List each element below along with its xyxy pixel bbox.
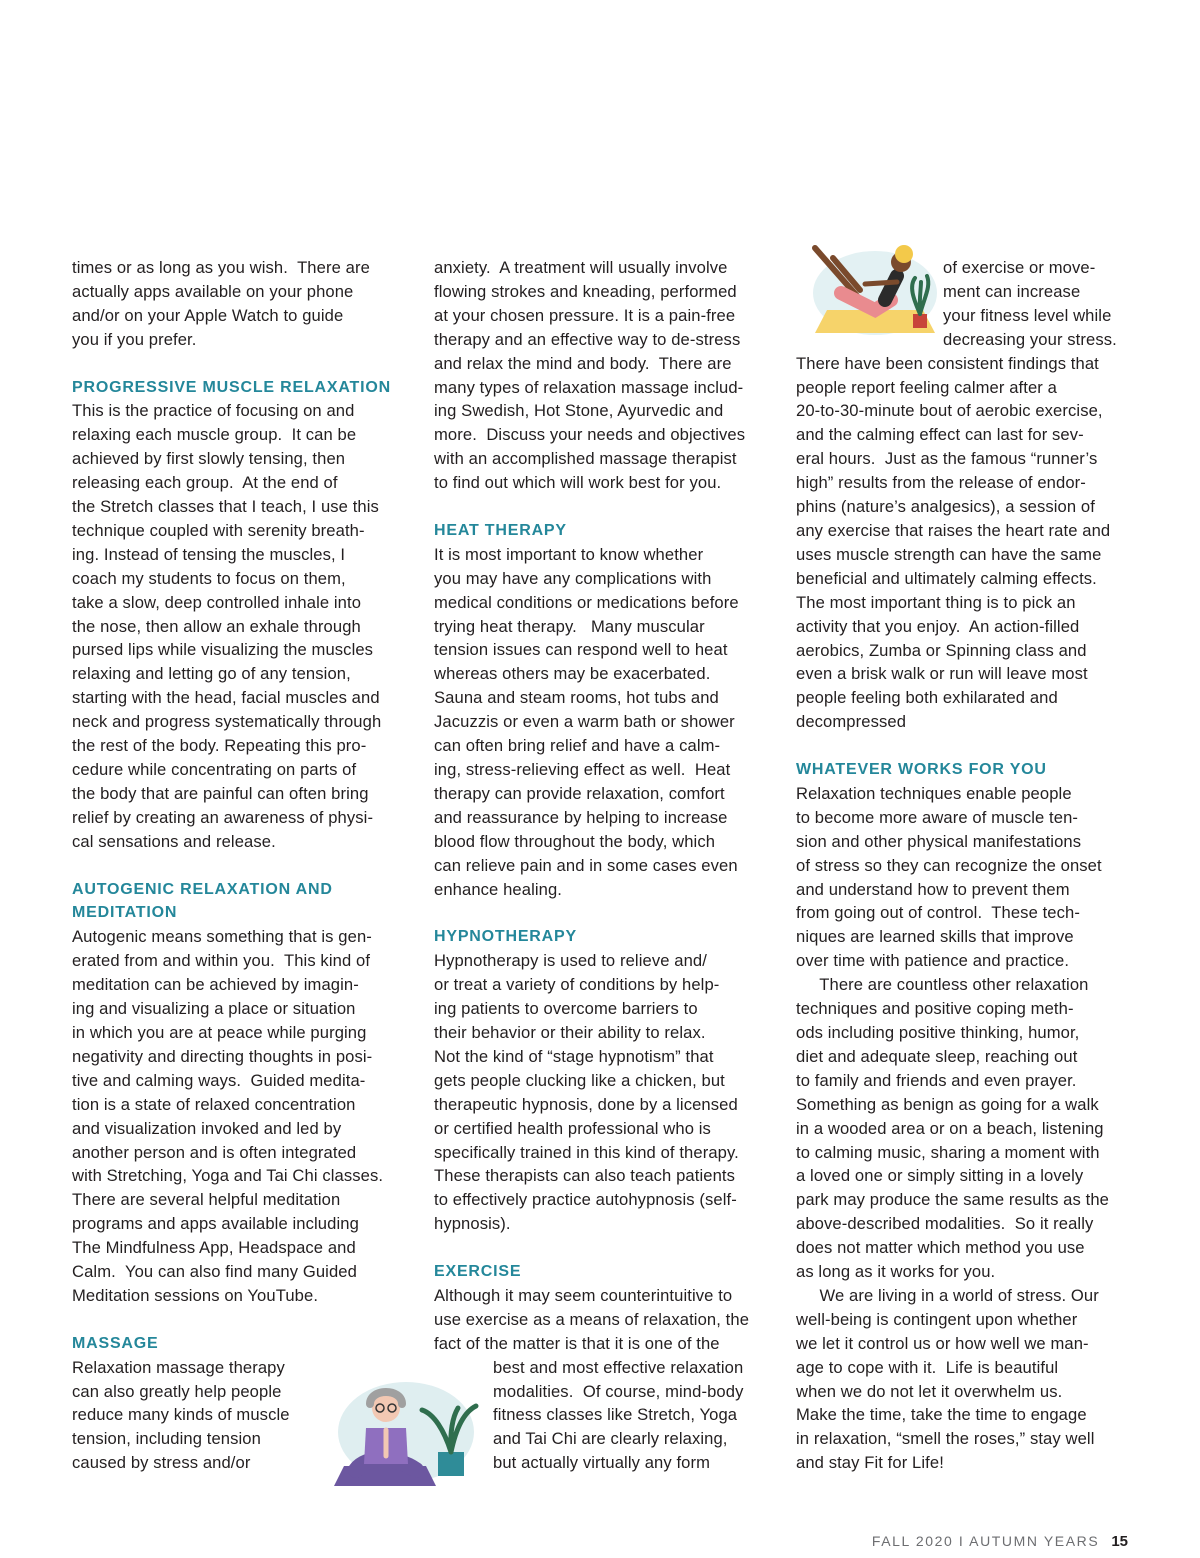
- text-line: programs and apps available including: [72, 1214, 359, 1234]
- text-line: therapy and an effective way to de-stress: [434, 329, 741, 349]
- col3-whatever-paragraph-1: [796, 782, 1136, 973]
- text-line: any exercise that raises the heart rate and: [796, 520, 1111, 540]
- text-line: at your chosen pressure. It is a pain-free: [434, 305, 736, 325]
- text-line: when we do not let it overwhelm us.: [796, 1381, 1063, 1401]
- text-line: to family and friends and even prayer.: [796, 1070, 1077, 1090]
- meditation-illustration: [326, 1370, 492, 1490]
- text-line: medical conditions or medications before: [434, 592, 739, 612]
- text-line: many types of relaxation massage includ-: [434, 377, 744, 397]
- text-line: relaxing each muscle group. It can be: [72, 425, 357, 445]
- text-line: phins (nature’s analgesics), a session of: [796, 497, 1095, 517]
- text-line: a loved one or simply sitting in a lovely: [796, 1166, 1084, 1186]
- text-line: can relieve pain and in some cases even: [434, 855, 738, 875]
- column-3: [796, 256, 1136, 1475]
- text-line: neck and progress systematically through: [72, 712, 382, 732]
- text-line: and visualization invoked and led by: [72, 1118, 342, 1138]
- col3-whatever-paragraph-3: [796, 1284, 1136, 1475]
- col1-autogenic-paragraph: [72, 925, 412, 1308]
- column-1: [72, 256, 412, 1475]
- text-line: in relaxation, “smell the roses,” stay well: [796, 1429, 1095, 1449]
- text-line: we let it control us or how well we man-: [796, 1333, 1089, 1353]
- page-footer: [872, 1533, 1128, 1550]
- text-line: with an accomplished massage therapist: [434, 449, 737, 469]
- text-line: another person and is often integrated: [72, 1142, 357, 1162]
- section-heading-whatever-works: WHATEVER WORKS FOR YOU: [796, 761, 1047, 779]
- text-line: people report feeling calmer after a: [796, 377, 1057, 397]
- text-line: and/or on your Apple Watch to guide: [72, 305, 344, 325]
- text-line: your fitness level while: [943, 305, 1112, 325]
- text-line: tive and calming ways. Guided medita-: [72, 1070, 366, 1090]
- text-line: but actually virtually any form: [493, 1453, 711, 1473]
- text-line: There are countless other relaxation: [796, 975, 1089, 995]
- text-line: best and most effective relaxation: [493, 1357, 744, 1377]
- text-line: ing and visualizing a place or situation: [72, 999, 356, 1019]
- page-number: 15: [1111, 1533, 1128, 1550]
- text-line: coach my students to focus on them,: [72, 568, 346, 588]
- text-line: gets people clucking like a chicken, but: [434, 1070, 725, 1090]
- text-line: Calm. You can also find many Guided: [72, 1262, 357, 1282]
- col1-pmr-paragraph: [72, 399, 412, 853]
- text-line: starting with the head, facial muscles and: [72, 688, 380, 708]
- text-line: times or as long as you wish. There are: [72, 258, 370, 277]
- section-heading-exercise: EXERCISE: [434, 1263, 522, 1281]
- text-line: tension issues can respond well to heat: [434, 640, 728, 660]
- text-line: Meditation sessions on YouTube.: [72, 1285, 319, 1305]
- text-line: releasing each group. At the end of: [72, 473, 338, 493]
- text-line: does not matter which method you use: [796, 1238, 1085, 1258]
- text-line: Not the kind of “stage hypnotism” that: [434, 1046, 714, 1066]
- text-line: tion is a state of relaxed concentration: [72, 1094, 356, 1114]
- text-line: and understand how to prevent them: [796, 879, 1070, 899]
- col3-exercise-paragraph: [796, 352, 1136, 735]
- text-line: of stress so they can recognize the onset: [796, 855, 1102, 875]
- column-2: [434, 256, 774, 1475]
- text-line: aerobics, Zumba or Spinning class and: [796, 640, 1087, 660]
- text-line: and stay Fit for Life!: [796, 1453, 944, 1473]
- col2-massage-paragraph: [434, 256, 774, 495]
- text-line: and Tai Chi are clearly relaxing,: [493, 1429, 728, 1449]
- text-line: to calming music, sharing a moment with: [796, 1142, 1100, 1162]
- section-heading-autogenic-line1: AUTOGENIC RELAXATION AND: [72, 880, 333, 898]
- text-line: fact of the matter is that it is one of the: [434, 1333, 720, 1353]
- text-line: negativity and directing thoughts in posi-: [72, 1046, 373, 1066]
- text-line: even a brisk walk or run will leave most: [796, 664, 1088, 684]
- col3-whatever-paragraph-2: [796, 973, 1136, 1284]
- text-line: specifically trained in this kind of therapy.: [434, 1142, 739, 1162]
- text-line: of exercise or move-: [943, 258, 1096, 277]
- text-line: Something as benign as going for a walk: [796, 1094, 1099, 1114]
- text-line: reduce many kinds of muscle: [72, 1405, 290, 1425]
- text-line: fitness classes like Stretch, Yoga: [493, 1405, 738, 1425]
- text-line: above-described modalities. So it really: [796, 1214, 1094, 1234]
- text-line: their behavior or their ability to relax.: [434, 1022, 706, 1042]
- text-line: flowing strokes and kneading, performed: [434, 281, 737, 301]
- text-line: and reassurance by helping to increase: [434, 807, 728, 827]
- text-line: trying heat therapy. Many muscular: [434, 616, 705, 636]
- text-line: relaxing and letting go of any tension,: [72, 664, 351, 684]
- text-line: in which you are at peace while purging: [72, 1022, 367, 1042]
- text-line: as long as it works for you.: [796, 1262, 996, 1282]
- text-line: Relaxation techniques enable people: [796, 783, 1072, 803]
- section-heading-autogenic-line2: MEDITATION: [72, 904, 178, 922]
- text-line: Sauna and steam rooms, hot tubs and: [434, 688, 719, 708]
- text-line: ing, stress-relieving effect as well. Heat: [434, 760, 731, 780]
- text-line: meditation can be achieved by imagin-: [72, 975, 359, 995]
- text-line: diet and adequate sleep, reaching out: [796, 1046, 1078, 1066]
- text-line: or certified health professional who is: [434, 1118, 711, 1138]
- text-line: Relaxation massage therapy: [72, 1357, 285, 1377]
- text-line: decreasing your stress.: [943, 329, 1117, 349]
- text-line: We are living in a world of stress. Our: [796, 1285, 1099, 1305]
- text-line: with Stretching, Yoga and Tai Chi classes.: [72, 1166, 384, 1186]
- text-line: ment can increase: [943, 281, 1081, 301]
- text-line: ing Swedish, Hot Stone, Ayurvedic and: [434, 401, 724, 421]
- text-line: This is the practice of focusing on and: [72, 401, 355, 421]
- text-line: sion and other physical manifestations: [796, 831, 1082, 851]
- text-line: ing patients to overcome barriers to: [434, 999, 698, 1019]
- text-line: can also greatly help people: [72, 1381, 282, 1401]
- text-line: cal sensations and release.: [72, 831, 276, 851]
- text-line: Make the time, take the time to engage: [796, 1405, 1087, 1425]
- text-line: you if you prefer.: [72, 329, 197, 349]
- text-line: There have been consistent findings that: [796, 353, 1099, 373]
- text-line: ods including positive thinking, humor,: [796, 1022, 1080, 1042]
- section-heading-hypnotherapy: HYPNOTHERAPY: [434, 928, 577, 946]
- text-line: Although it may seem counterintuitive to: [434, 1285, 733, 1305]
- text-line: well-being is contingent upon whether: [796, 1309, 1078, 1329]
- text-line: blood flow throughout the body, which: [434, 831, 716, 851]
- text-line: and the calming effect can last for sev-: [796, 425, 1084, 445]
- col1-intro: [72, 256, 412, 352]
- text-line: over time with patience and practice.: [796, 951, 1070, 971]
- text-line: modalities. Of course, mind-body: [493, 1381, 744, 1401]
- text-line: therapeutic hypnosis, done by a licensed: [434, 1094, 738, 1114]
- text-line: can often bring relief and have a calm-: [434, 736, 721, 756]
- section-heading-heat-therapy: HEAT THERAPY: [434, 521, 567, 539]
- text-line: activity that you enjoy. An action-filled: [796, 616, 1080, 636]
- text-line: to find out which will work best for you.: [434, 473, 722, 493]
- text-line: pursed lips while visualizing the muscles: [72, 640, 374, 660]
- text-line: the body that are painful can often bring: [72, 783, 369, 803]
- text-line: It is most important to know whether: [434, 544, 704, 564]
- col2-heat-paragraph: [434, 543, 774, 902]
- col2-exercise-paragraph: [434, 1284, 774, 1356]
- yoga-boat-pose-illustration: [805, 238, 945, 338]
- text-line: achieved by first slowly tensing, then: [72, 449, 346, 469]
- text-line: caused by stress and/or: [72, 1453, 251, 1473]
- text-line: The Mindfulness App, Headspace and: [72, 1238, 356, 1258]
- text-line: eral hours. Just as the famous “runner’s: [796, 449, 1098, 469]
- text-line: There are several helpful meditation: [72, 1190, 341, 1210]
- text-line: age to cope with it. Life is beautiful: [796, 1357, 1059, 1377]
- text-line: uses muscle strength can have the same: [796, 544, 1102, 564]
- text-line: techniques and positive coping meth-: [796, 999, 1074, 1019]
- text-line: in a wooded area or on a beach, listening: [796, 1118, 1104, 1138]
- section-heading-massage: MASSAGE: [72, 1334, 159, 1352]
- text-line: anxiety. A treatment will usually involve: [434, 258, 728, 277]
- text-line: technique coupled with serenity breath-: [72, 520, 365, 540]
- issue-label: FALL 2020 I AUTUMN YEARS: [871, 1533, 1100, 1549]
- text-line: you may have any complications with: [434, 568, 712, 588]
- text-line: actually apps available on your phone: [72, 281, 354, 301]
- section-heading-progressive-muscle-relaxation: PROGRESSIVE MUSCLE RELAXATION: [72, 378, 391, 396]
- text-line: These therapists can also teach patients: [434, 1166, 736, 1186]
- text-line: people feeling both exhilarated and: [796, 688, 1058, 708]
- text-line: whereas others may be exacerbated.: [434, 664, 711, 684]
- text-line: enhance healing.: [434, 879, 563, 899]
- text-line: cedure while concentrating on parts of: [72, 760, 357, 780]
- text-line: and relax the mind and body. There are: [434, 353, 732, 373]
- text-line: decompressed: [796, 712, 907, 732]
- text-line: park may produce the same results as the: [796, 1190, 1109, 1210]
- text-line: or treat a variety of conditions by help-: [434, 975, 720, 995]
- text-line: therapy can provide relaxation, comfort: [434, 783, 725, 803]
- text-line: to become more aware of muscle ten-: [796, 807, 1079, 827]
- text-line: to effectively practice autohypnosis (self-: [434, 1190, 737, 1210]
- text-line: more. Discuss your needs and objectives: [434, 425, 746, 445]
- text-line: ing. Instead of tensing the muscles, I: [72, 544, 346, 564]
- text-line: niques are learned skills that improve: [796, 927, 1074, 947]
- text-line: The most important thing is to pick an: [796, 592, 1076, 612]
- text-line: 20-to-30-minute bout of aerobic exercise,: [796, 401, 1103, 421]
- text-line: hypnosis).: [434, 1214, 511, 1234]
- text-line: use exercise as a means of relaxation, the: [434, 1309, 750, 1329]
- text-line: the rest of the body. Repeating this pro-: [72, 736, 367, 756]
- text-line: beneficial and ultimately calming effects.: [796, 568, 1097, 588]
- text-line: erated from and within you. This kind of: [72, 951, 371, 971]
- text-line: Jacuzzis or even a warm bath or shower: [434, 712, 735, 732]
- col2-hypnotherapy-paragraph: [434, 949, 774, 1236]
- text-line: relief by creating an awareness of physi-: [72, 807, 374, 827]
- text-line: the nose, then allow an exhale through: [72, 616, 361, 636]
- text-line: take a slow, deep controlled inhale into: [72, 592, 362, 612]
- text-line: tension, including tension: [72, 1429, 261, 1449]
- text-line: from going out of control. These tech-: [796, 903, 1080, 923]
- text-line: high” results from the release of endor-: [796, 473, 1086, 493]
- text-line: Autogenic means something that is gen-: [72, 927, 372, 947]
- text-line: the Stretch classes that I teach, I use this: [72, 497, 379, 517]
- text-line: Hypnotherapy is used to relieve and/: [434, 951, 707, 971]
